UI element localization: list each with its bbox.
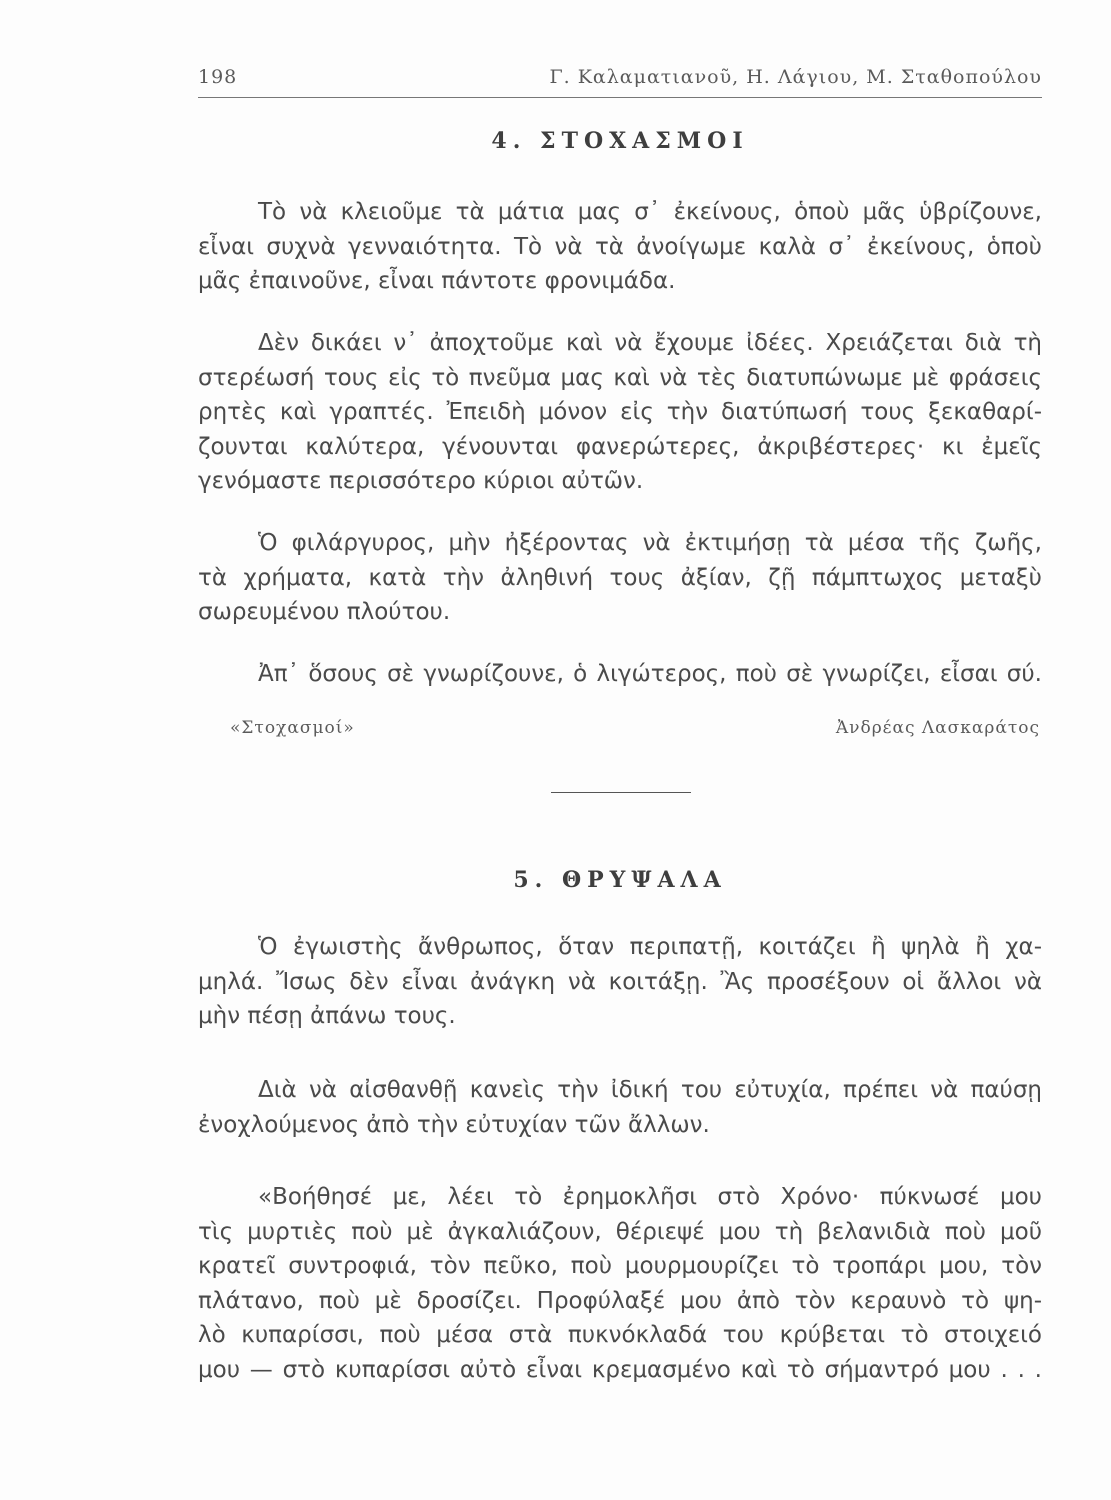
- paragraph: [198, 326, 1042, 499]
- text-line: τὶς μυρτιὲς ποὺ μὲ ἀγκαλιάζουν, θέριεψέ μου τὴ βελανιδιὰ ποὺ μοῦ: [198, 1218, 1042, 1245]
- text-line: ζουνται καλύτερα, γένουνται φανερώτερες, ἀκριβέστερες· κι ἐμεῖς: [198, 433, 1042, 460]
- text-line: Διὰ νὰ αἰσθανθῇ κανεὶς τὴν ἰδική του εὐτυχία, πρέπει νὰ παύσῃ: [258, 1077, 1042, 1103]
- text-line: στερέωσή τους εἰς τὸ πνεῦμα μας καὶ νὰ τὲς διατυπώνωμε μὲ φράσεις: [198, 364, 1042, 391]
- text-line: εἶναι συχνὰ γενναιότητα. Τὸ νὰ τὰ ἀνοίγωμε καλὰ σ᾽ ἐκείνους, ὁποὺ: [198, 233, 1042, 260]
- paragraph: [198, 657, 1042, 692]
- text-line: Ὁ ἐγωιστὴς ἄνθρωπος, ὅταν περιπατῇ, κοιτάζει ἢ ψηλὰ ἢ χα-: [258, 934, 1042, 960]
- text-line: Δὲν δικάει ν᾽ ἀποχτοῦμε καὶ νὰ ἔχουμε ἰδέες. Χρειάζεται διὰ τὴ: [258, 330, 1042, 356]
- text-line: σωρευμένου πλούτου.: [198, 599, 451, 625]
- page-header: [198, 60, 1042, 96]
- attribution-source: «Στοχασμοί»: [230, 718, 355, 738]
- section-separator: [551, 792, 691, 793]
- text-line: Ἀπ᾽ ὅσους σὲ γνωρίζουνε, ὁ λιγώτερος, ποὺ σὲ γνωρίζει, εἶσαι σύ.: [258, 661, 1042, 687]
- page-number: 198: [198, 66, 238, 88]
- section-title-thrypsala: 5. ΘΡΥΨΑΛΑ: [513, 867, 727, 893]
- text-line: τὰ χρήματα, κατὰ τὴν ἀληθινή τους ἀξίαν, ζῇ πάμπτωχος μεταξὺ: [198, 564, 1042, 591]
- paragraph: [198, 930, 1042, 1034]
- text-line: κρατεῖ συντροφιά, τὸν πεῦκο, ποὺ μουρμουρίζει τὸ τροπάρι μου, τὸν: [198, 1253, 1042, 1279]
- text-line: ἐνοχλούμενος ἀπὸ τὴν εὐτυχίαν τῶν ἄλλων.: [198, 1111, 710, 1138]
- text-line: μὴν πέσῃ ἀπάνω τους.: [198, 1003, 456, 1029]
- running-title: Γ. Καλαματιανοῦ, Η. Λάγιου, Μ. Σταθοπούλου: [549, 66, 1042, 88]
- section-title-stochasmoi: 4. ΣΤΟΧΑΣΜΟΙ: [491, 128, 749, 154]
- header-rule: [198, 97, 1042, 98]
- paragraph: [198, 526, 1042, 630]
- paragraph: [198, 1180, 1042, 1387]
- text-line: «Βοήθησέ με, λέει τὸ ἐρημοκλῆσι στὸ Χρόνο· πύκνωσέ μου: [258, 1184, 1042, 1210]
- text-line: Ὁ φιλάργυρος, μὴν ἠξέροντας νὰ ἐκτιμήσῃ τὰ μέσα τῆς ζωῆς,: [258, 530, 1042, 556]
- text-line: μᾶς ἐπαινοῦνε, εἶναι πάντοτε φρονιμάδα.: [198, 268, 676, 294]
- text-line: ρητὲς καὶ γραπτές. Ἐπειδὴ μόνον εἰς τὴν διατύπωσή τους ξεκαθαρί-: [198, 399, 1042, 425]
- paragraph: [198, 1073, 1042, 1142]
- attribution-author: Ἀνδρέας Λασκαράτος: [835, 718, 1040, 738]
- text-line: λὸ κυπαρίσσι, ποὺ μέσα στὰ πυκνόκλαδά του κρύβεται τὸ στοιχειό: [198, 1322, 1042, 1348]
- text-line: Τὸ νὰ κλειοῦμε τὰ μάτια μας σ᾽ ἐκείνους, ὁποὺ μᾶς ὑβρίζουνε,: [258, 199, 1042, 225]
- text-line: γενόμαστε περισσότερο κύριοι αὐτῶν.: [198, 468, 644, 494]
- text-line: μου — στὸ κυπαρίσσι αὐτὸ εἶναι κρεμασμένο καὶ τὸ σήμαντρό μου . . .: [198, 1356, 1042, 1383]
- text-line: μηλά. Ἴσως δὲν εἶναι ἀνάγκη νὰ κοιτάξῃ. Ἂς προσέξουν οἱ ἄλλοι νὰ: [198, 968, 1042, 995]
- text-line: πλάτανο, ποὺ μὲ δροσίζει. Προφύλαξέ μου ἀπὸ τὸν κεραυνὸ τὸ ψη-: [198, 1287, 1042, 1314]
- paragraph: [198, 195, 1042, 299]
